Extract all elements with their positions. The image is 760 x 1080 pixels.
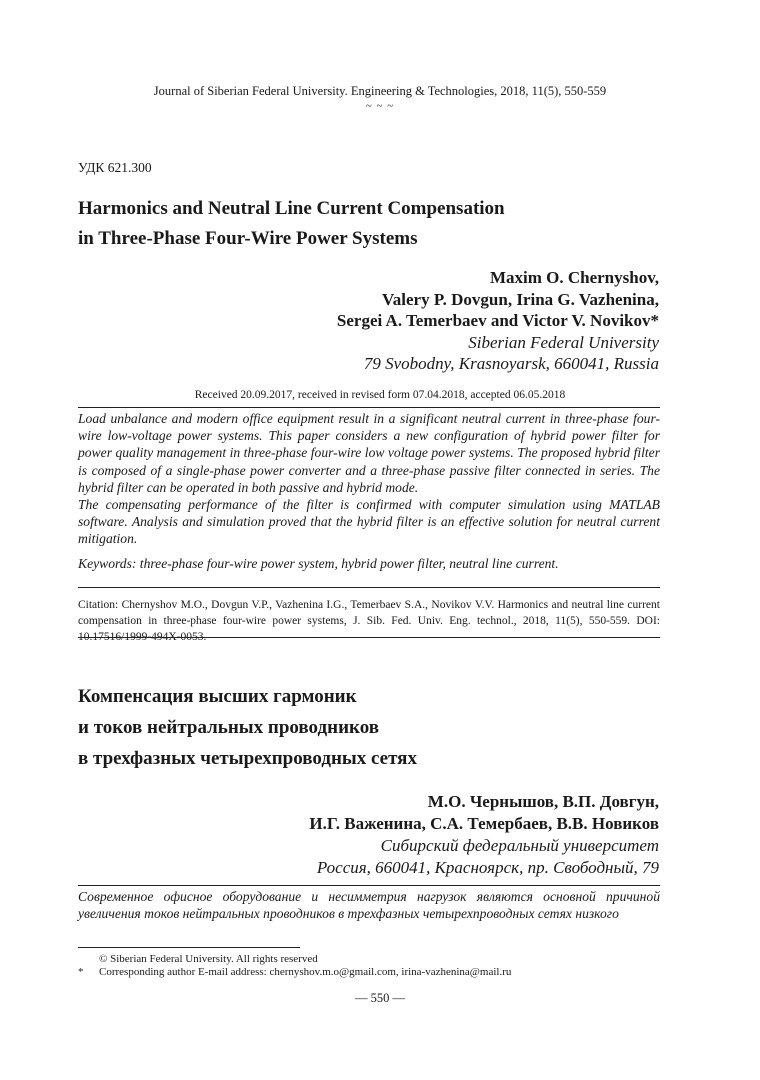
abstract-paragraph-2: The compensating performance of the filter is confirmed with computer simulation using MATLAB software. Analysis and simulation proved that the hybrid filter is an effective solution for neutral current mitigation. (78, 497, 660, 547)
affiliation-address: 79 Svobodny, Krasnoyarsk, 660041, Russia (363, 354, 659, 373)
abstract-top-rule (78, 407, 660, 408)
russian-abstract-text: Современное офисное оборудование и несимметрия нагрузок являются основной причиной увеличения токов нейтральных проводников в трехфазных четырехпроводных сетях низкого (78, 889, 660, 922)
author-block (337, 267, 659, 375)
footnote-rule (78, 947, 300, 948)
authors-line-2: Valery P. Dovgun, Irina G. Vazhenina, (382, 289, 659, 309)
russian-title-line-2: и токов нейтральных проводников (78, 717, 379, 738)
authors-line-3: Sergei A. Temerbaev and Victor V. Novikov* (336, 311, 659, 330)
citation-top-rule (78, 587, 660, 588)
russian-author-block (309, 791, 659, 879)
authors-line-1: Maxim O. Chernyshov, (489, 268, 659, 287)
page-number: — 550 — (355, 991, 405, 1005)
journal-header: Journal of Siberian Federal University. Engineering & Technologies, 2018, 11(5), 550-559 (153, 84, 607, 98)
corresponding-author-footnote (78, 966, 511, 978)
keywords: Keywords: three-phase four-wire power system, hybrid power filter, neutral line current. (78, 556, 559, 571)
paper-title-line-2: in Three-Phase Four-Wire Power Systems (78, 228, 418, 249)
copyright-footnote: © Siberian Federal University. All rights reserved (99, 953, 318, 965)
russian-authors-line-1: М.О. Чернышов, В.П. Довгун, (427, 792, 659, 811)
russian-title-line-1: Компенсация высших гармоник (78, 686, 357, 707)
paper-title-line-1: Harmonics and Neutral Line Current Compensation (78, 198, 505, 219)
russian-authors-line-2: И.Г. Важенина, С.А. Темербаев, В.В. Новиков (309, 814, 659, 833)
header-ornament: ~ ~ ~ (365, 100, 395, 112)
corresponding-author-text: Corresponding author E-mail address: chernyshov.m.o@gmail.com, irina-vazhenina@mail.ru (99, 966, 512, 978)
russian-abstract (78, 888, 660, 922)
affiliation: Siberian Federal University (468, 332, 659, 352)
russian-abstract-top-rule (78, 885, 660, 886)
footnote-asterisk: * (78, 966, 84, 978)
abstract (78, 410, 660, 548)
russian-title-line-3: в трехфазных четырехпроводных сетях (78, 748, 417, 769)
udk-code: УДК 621.300 (78, 160, 152, 175)
russian-title (78, 681, 678, 774)
russian-affiliation: Сибирский федеральный университет (380, 836, 659, 855)
citation: Citation: Chernyshov M.O., Dovgun V.P., Vazhenina I.G., Temerbaev S.A., Novikov V.V. Harmonics and neutral line current compensation in three-phase four-wire power systems, J. Sib. Fed. Univ. Eng. technol., 2018, 11(5), 550-559. DOI: 10.17516/1999-494X-0053. (78, 599, 660, 643)
received-dates: Received 20.09.2017, received in revised form 07.04.2018, accepted 06.05.2018 (194, 389, 566, 401)
abstract-paragraph-1: Load unbalance and modern office equipment result in a significant neutral current in three-phase four-wire low-voltage power systems. This paper considers a new configuration of hybrid power filter for power quality management in three-phase four-wire low voltage power systems. The proposed hybrid filter is composed of a single-phase power converter and a three-phase passive filter connected in series. The hybrid filter can be operated in both passive and hybrid mode. (78, 411, 660, 495)
citation-bottom-rule (78, 637, 660, 638)
paper-title (78, 194, 678, 254)
russian-affiliation-address: Россия, 660041, Красноярск, пр. Свободный, 79 (316, 858, 659, 877)
